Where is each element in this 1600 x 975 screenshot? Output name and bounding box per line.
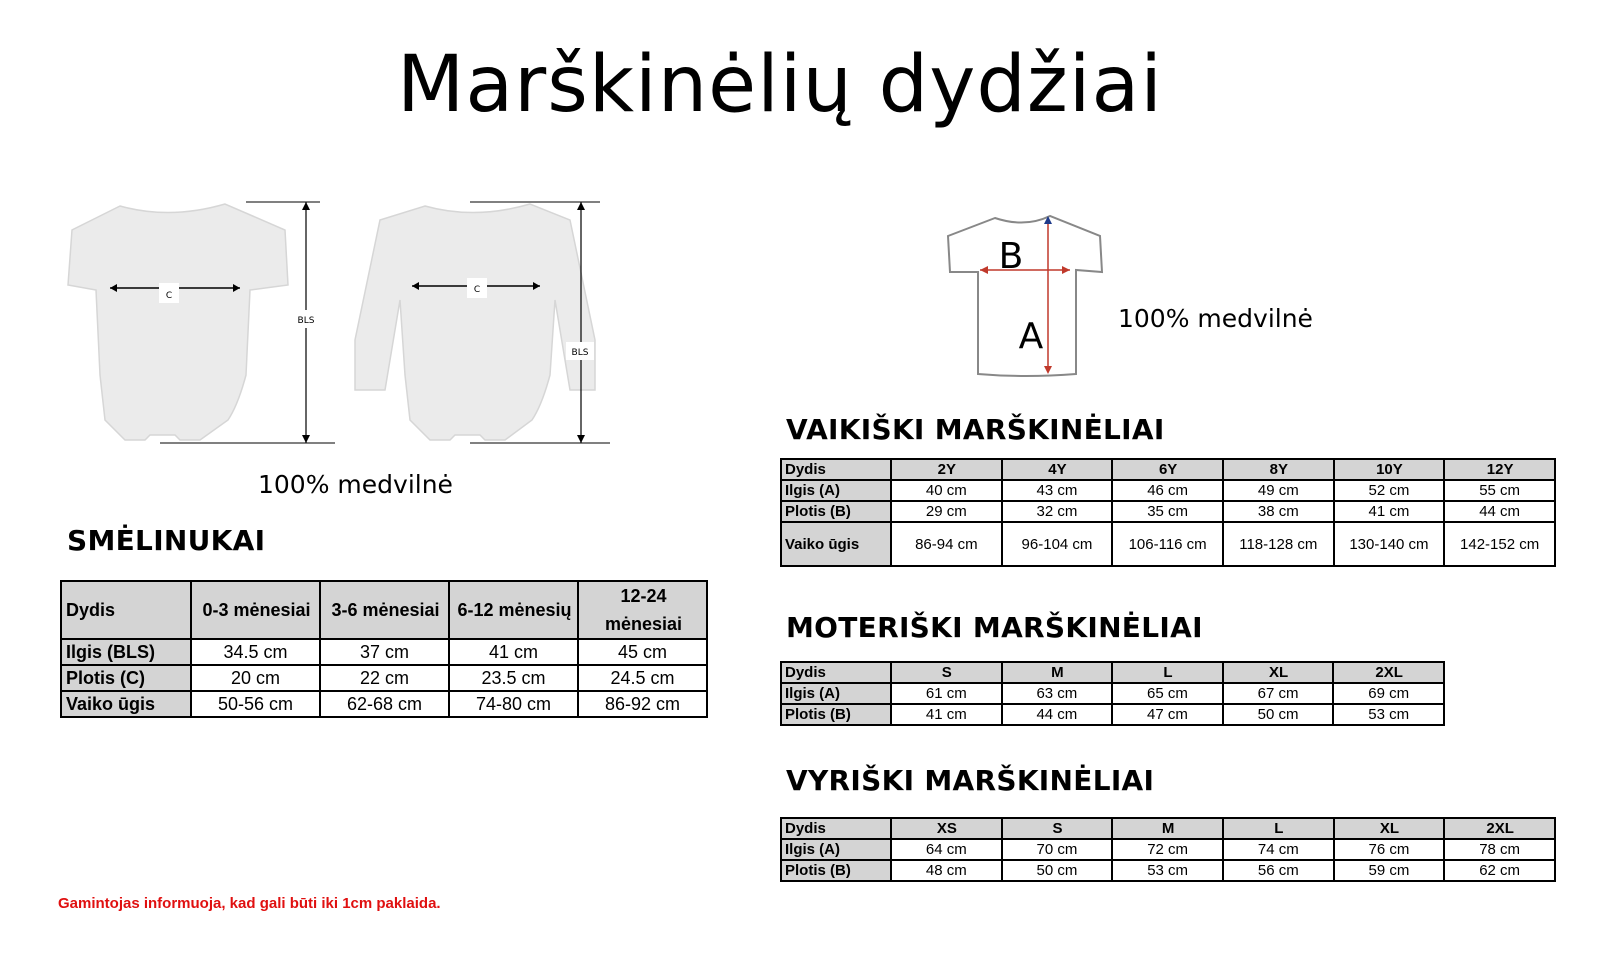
table-row-label: Plotis (B) bbox=[781, 860, 891, 881]
onesie-short-c-label: C bbox=[165, 291, 173, 301]
table-row bbox=[781, 480, 1555, 501]
table-header-cell: XS bbox=[891, 818, 1002, 839]
onesie-long-c-label: C bbox=[473, 285, 481, 295]
table-cell: 40 cm bbox=[891, 480, 1002, 501]
table-cell: 34.5 cm bbox=[191, 639, 320, 665]
table-cell: 29 cm bbox=[891, 501, 1002, 522]
table-cell: 45 cm bbox=[578, 639, 707, 665]
table-header-cell: L bbox=[1223, 818, 1334, 839]
table-cell: 142-152 cm bbox=[1444, 522, 1555, 566]
table-cell: 65 cm bbox=[1112, 683, 1223, 704]
table-cell: 50 cm bbox=[1223, 704, 1334, 725]
table-header-cell: Dydis bbox=[781, 818, 891, 839]
table-cell: 38 cm bbox=[1223, 501, 1334, 522]
table-row bbox=[61, 639, 707, 665]
onesie-long-bls-label: BLS bbox=[571, 348, 589, 358]
tshirt-b-label: B bbox=[998, 236, 1024, 277]
vyriski-table bbox=[780, 817, 1556, 882]
table-header-cell: M bbox=[1112, 818, 1223, 839]
table-header-row bbox=[781, 818, 1555, 839]
table-cell: 74 cm bbox=[1223, 839, 1334, 860]
table-header-cell: Dydis bbox=[781, 662, 891, 683]
table-cell: 78 cm bbox=[1444, 839, 1555, 860]
tshirt-diagram bbox=[940, 210, 1120, 385]
vyriski-heading: VYRIŠKI MARŠKINĖLIAI bbox=[786, 764, 1155, 797]
table-cell: 41 cm bbox=[891, 704, 1002, 725]
table-header-cell: S bbox=[1002, 818, 1113, 839]
vaikiski-table bbox=[780, 458, 1556, 567]
table-header-cell: 0-3 mėnesiai bbox=[191, 581, 320, 639]
table-cell: 64 cm bbox=[891, 839, 1002, 860]
table-header-cell: M bbox=[1002, 662, 1113, 683]
table-row bbox=[781, 522, 1555, 566]
smelinukai-table bbox=[60, 580, 708, 718]
table-cell: 48 cm bbox=[891, 860, 1002, 881]
table-cell: 53 cm bbox=[1333, 704, 1444, 725]
table-cell: 23.5 cm bbox=[449, 665, 578, 691]
table-header-cell: Dydis bbox=[61, 581, 191, 639]
table-row-label: Ilgis (A) bbox=[781, 480, 891, 501]
table-cell: 46 cm bbox=[1112, 480, 1223, 501]
table-cell: 86-92 cm bbox=[578, 691, 707, 717]
moteriski-heading: MOTERIŠKI MARŠKINĖLIAI bbox=[786, 611, 1203, 644]
table-row-label: Vaiko ūgis bbox=[781, 522, 891, 566]
table-cell: 72 cm bbox=[1112, 839, 1223, 860]
table-row-label: Plotis (C) bbox=[61, 665, 191, 691]
table-cell: 76 cm bbox=[1334, 839, 1445, 860]
long-sleeve-onesie-icon bbox=[355, 204, 595, 440]
table-row bbox=[781, 839, 1555, 860]
tshirt-caption: 100% medvilnė bbox=[1118, 304, 1313, 333]
table-cell: 50 cm bbox=[1002, 860, 1113, 881]
table-cell: 52 cm bbox=[1334, 480, 1445, 501]
tshirt-a-label: A bbox=[1018, 316, 1044, 357]
table-cell: 20 cm bbox=[191, 665, 320, 691]
table-row bbox=[781, 501, 1555, 522]
table-header-cell: S bbox=[891, 662, 1002, 683]
table-cell: 53 cm bbox=[1112, 860, 1223, 881]
table-row bbox=[61, 691, 707, 717]
table-cell: 41 cm bbox=[449, 639, 578, 665]
table-cell: 35 cm bbox=[1112, 501, 1223, 522]
table-header-cell: 12-24 mėnesiai bbox=[578, 581, 707, 639]
table-header-cell: 10Y bbox=[1334, 459, 1445, 480]
table-cell: 130-140 cm bbox=[1334, 522, 1445, 566]
table-cell: 106-116 cm bbox=[1112, 522, 1223, 566]
table-cell: 47 cm bbox=[1112, 704, 1223, 725]
table-header-cell: 8Y bbox=[1223, 459, 1334, 480]
table-row bbox=[781, 860, 1555, 881]
table-row-label: Ilgis (A) bbox=[781, 839, 891, 860]
table-header-row bbox=[781, 662, 1444, 683]
table-row bbox=[781, 683, 1444, 704]
table-header-cell: 2XL bbox=[1444, 818, 1555, 839]
table-cell: 44 cm bbox=[1444, 501, 1555, 522]
table-cell: 50-56 cm bbox=[191, 691, 320, 717]
table-cell: 55 cm bbox=[1444, 480, 1555, 501]
table-cell: 70 cm bbox=[1002, 839, 1113, 860]
table-header-cell: 2XL bbox=[1333, 662, 1444, 683]
table-cell: 44 cm bbox=[1002, 704, 1113, 725]
table-header-cell: 12Y bbox=[1444, 459, 1555, 480]
table-row-label: Plotis (B) bbox=[781, 704, 891, 725]
table-row-label: Plotis (B) bbox=[781, 501, 891, 522]
table-header-cell: 6Y bbox=[1112, 459, 1223, 480]
table-cell: 62-68 cm bbox=[320, 691, 449, 717]
table-cell: 118-128 cm bbox=[1223, 522, 1334, 566]
table-cell: 43 cm bbox=[1002, 480, 1113, 501]
table-header-row bbox=[781, 459, 1555, 480]
table-header-cell: 4Y bbox=[1002, 459, 1113, 480]
table-cell: 22 cm bbox=[320, 665, 449, 691]
onesie-short-bls-label: BLS bbox=[297, 316, 315, 326]
table-cell: 59 cm bbox=[1334, 860, 1445, 881]
vaikiski-heading: VAIKIŠKI MARŠKINĖLIAI bbox=[786, 413, 1165, 446]
moteriski-table bbox=[780, 661, 1445, 726]
table-header-cell: XL bbox=[1223, 662, 1334, 683]
smelinukai-heading: SMĖLINUKAI bbox=[67, 524, 266, 557]
table-cell: 61 cm bbox=[891, 683, 1002, 704]
short-sleeve-onesie-icon bbox=[68, 204, 288, 440]
table-cell: 56 cm bbox=[1223, 860, 1334, 881]
table-row-label: Ilgis (A) bbox=[781, 683, 891, 704]
table-header-cell: 3-6 mėnesiai bbox=[320, 581, 449, 639]
table-cell: 69 cm bbox=[1333, 683, 1444, 704]
onesie-diagram bbox=[50, 190, 630, 460]
table-header-cell: L bbox=[1112, 662, 1223, 683]
table-header-cell: 2Y bbox=[891, 459, 1002, 480]
table-cell: 62 cm bbox=[1444, 860, 1555, 881]
table-row-label: Vaiko ūgis bbox=[61, 691, 191, 717]
table-header-row bbox=[61, 581, 707, 639]
table-cell: 96-104 cm bbox=[1002, 522, 1113, 566]
table-row-label: Ilgis (BLS) bbox=[61, 639, 191, 665]
onesie-caption: 100% medvilnė bbox=[258, 470, 453, 499]
table-cell: 63 cm bbox=[1002, 683, 1113, 704]
table-row bbox=[781, 704, 1444, 725]
table-header-cell: 6-12 mėnesių bbox=[449, 581, 578, 639]
table-cell: 37 cm bbox=[320, 639, 449, 665]
table-cell: 24.5 cm bbox=[578, 665, 707, 691]
table-cell: 67 cm bbox=[1223, 683, 1334, 704]
table-cell: 41 cm bbox=[1334, 501, 1445, 522]
table-row bbox=[61, 665, 707, 691]
table-cell: 74-80 cm bbox=[449, 691, 578, 717]
table-header-cell: XL bbox=[1334, 818, 1445, 839]
table-header-cell: Dydis bbox=[781, 459, 891, 480]
tolerance-note: Gamintojas informuoja, kad gali būti iki 1cm paklaida. bbox=[58, 895, 441, 912]
table-cell: 49 cm bbox=[1223, 480, 1334, 501]
table-cell: 86-94 cm bbox=[891, 522, 1002, 566]
page-title: Marškinėlių dydžiai bbox=[397, 40, 1163, 130]
table-cell: 32 cm bbox=[1002, 501, 1113, 522]
